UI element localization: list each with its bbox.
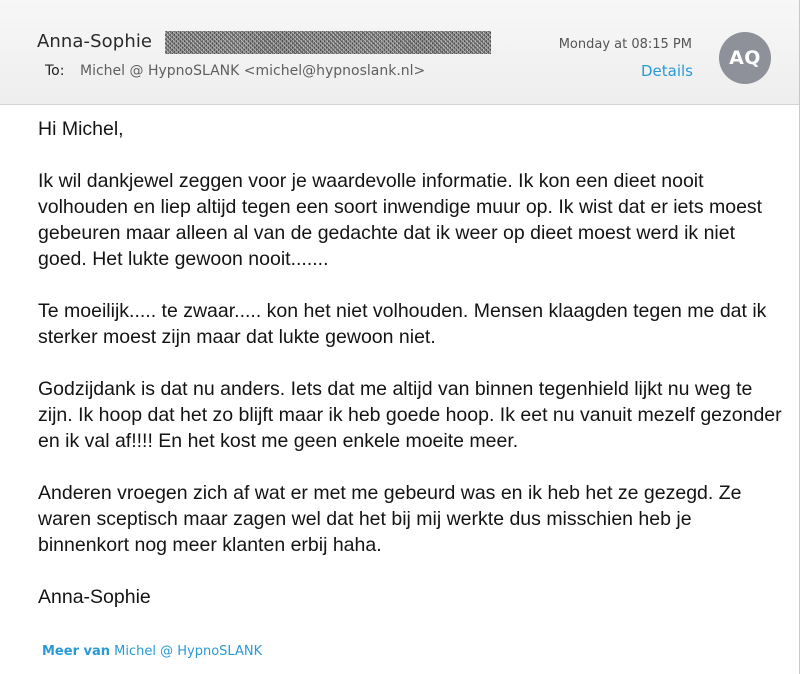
sender-avatar	[719, 32, 771, 84]
sender-name[interactable]: Anna-Sophie	[37, 31, 153, 52]
paragraph: Anderen vroegen zich af wat er met me gebeurd was en ik heb het ze gezegd. Ze waren sceptisch maar zagen wel dat het bij mij werkte dus misschien heb je binnenkort nog meer klanten erbij haha.	[38, 482, 742, 556]
paragraph: Godzijdank is dat nu anders. Iets dat me altijd van binnen tegenhield lijkt nu weg te zijn. Ik hoop dat het zo blijft maar ik heb goede hoop. Ik eet nu vanuit mezelf gezonder en ik val af!!!! En het kost me geen enkele moeite meer.	[38, 378, 782, 452]
message-body	[38, 116, 783, 636]
more-from-sender[interactable]: Michel @ HypnoSLANK	[114, 644, 263, 659]
redacted-surname	[165, 31, 491, 54]
message-header	[0, 0, 799, 105]
avatar-initials: AQ	[729, 47, 761, 69]
recipient-address[interactable]: Michel @ HypnoSLANK <michel@hypnoslank.nl>	[80, 63, 426, 79]
more-from-label: Meer van	[42, 644, 111, 659]
paragraph: Ik wil dankjewel zeggen voor je waardevolle informatie. Ik kon een dieet nooit volhouden en liep altijd tegen een soort inwendige muur op. Ik wist dat er iets moest gebeuren maar alleen al van de gedachte dat ik weer op dieet moest werd ik niet goed. Het lukte gewoon nooit.......	[38, 170, 763, 270]
to-label: To:	[45, 63, 65, 79]
details-link[interactable]: Details	[640, 62, 693, 80]
greeting: Hi Michel,	[38, 118, 124, 140]
more-from-sender-link[interactable]	[42, 644, 262, 659]
message-date: Monday at 08:15 PM	[558, 37, 692, 52]
paragraph: Te moeilijk..... te zwaar..... kon het niet volhouden. Mensen klaagden tegen me dat ik sterker moest zijn maar dat lukte gewoon niet.	[38, 300, 767, 348]
signature: Anna-Sophie	[38, 586, 151, 608]
